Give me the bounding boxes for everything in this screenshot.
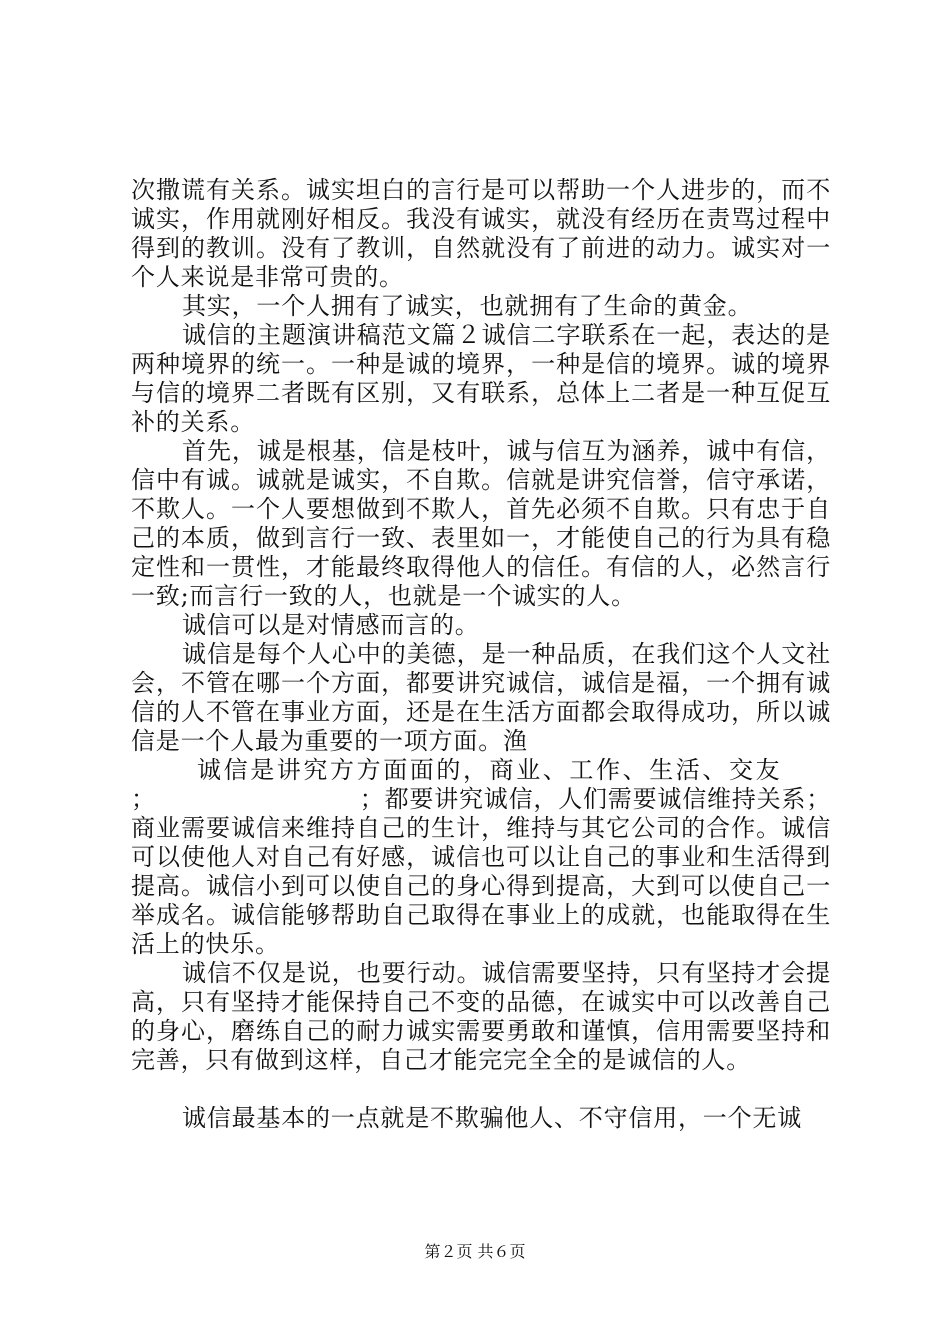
page-footer: 第２页 共６页 bbox=[424, 1242, 526, 1261]
paragraph-6: 诚信是每个人心中的美德，是一种品质，在我们这个人文社会，不管在哪一个方面，都要讲究诚信，诚信是福，一个拥有诚信的人不管在事业方面，还是在生活方面都会取得成功，所以诚信是一个人最为重要的一项方面。渔 bbox=[131, 640, 831, 755]
paragraph-9: 诚信最基本的一点就是不欺骗他人、不守信用，一个无诚 bbox=[182, 1104, 802, 1132]
blank-line bbox=[131, 1075, 831, 1104]
paragraph-7-line-2 bbox=[131, 785, 831, 814]
paragraph-7-rest: 商业需要诚信来维持自己的生计，维持与其它公司的合作。诚信可以使他人对自己有好感，诚信也可以让自己的事业和生活得到提高。诚信小到可以使自己的身心得到提高，大到可以使自己一举成名。诚信能够帮助自己取得在事业上的成就，也能取得在生活上的快乐。 bbox=[131, 814, 831, 958]
semicolon-right-text: ；都要讲究诚信，人们需要诚信维持关系； bbox=[359, 785, 831, 813]
paragraph-3: 诚信的主题演讲稿范文篇２诚信二字联系在一起，表达的是两种境界的统一。一种是诚的境界，一种是信的境界。诚的境界与信的境界二者既有区别，又有联系，总体上二者是一种互促互补的关系。 bbox=[131, 321, 831, 436]
paragraph-1: 次撒谎有关系。诚实坦白的言行是可以帮助一个人进步的，而不诚实，作用就刚好相反。我没有诚实，就没有经历在责骂过程中得到的教训。没有了教训，自然就没有了前进的动力。诚实对一个人来说是非常可贵的。 bbox=[131, 176, 831, 291]
paragraph-4: 首先，诚是根基，信是枝叶，诚与信互为涵养，诚中有信，信中有诚。诚就是诚实，不自欺。信就是讲究信誉，信守承诺，不欺人。一个人要想做到不欺人，首先必须不自欺。只有忠于自己的本质，做到言行一致、表里如一，才能使自己的行为具有稳定性和一贯性，才能最终取得他人的信任。有信的人，必然言行一致;而言行一致的人，也就是一个诚实的人。 bbox=[131, 437, 831, 610]
document-body bbox=[131, 176, 831, 1133]
paragraph-5: 诚信可以是对情感而言的。 bbox=[182, 611, 480, 639]
paragraph-2: 其实，一个人拥有了诚实，也就拥有了生命的黄金。 bbox=[182, 292, 753, 320]
paragraph-8: 诚信不仅是说，也要行动。诚信需要坚持，只有坚持才会提高，只有坚持才能保持自己不变的品德，在诚实中可以改善自己的身心，磨练自己的耐力诚实需要勇敢和谨慎，信用需要坚持和完善，只有做到这样，自己才能完完全全的是诚信的人。 bbox=[131, 959, 831, 1074]
paragraph-7-line-1: 诚信是讲究方方面面的，商业、工作、生活、交友 bbox=[197, 756, 783, 784]
semicolon-left: ； bbox=[131, 785, 156, 813]
